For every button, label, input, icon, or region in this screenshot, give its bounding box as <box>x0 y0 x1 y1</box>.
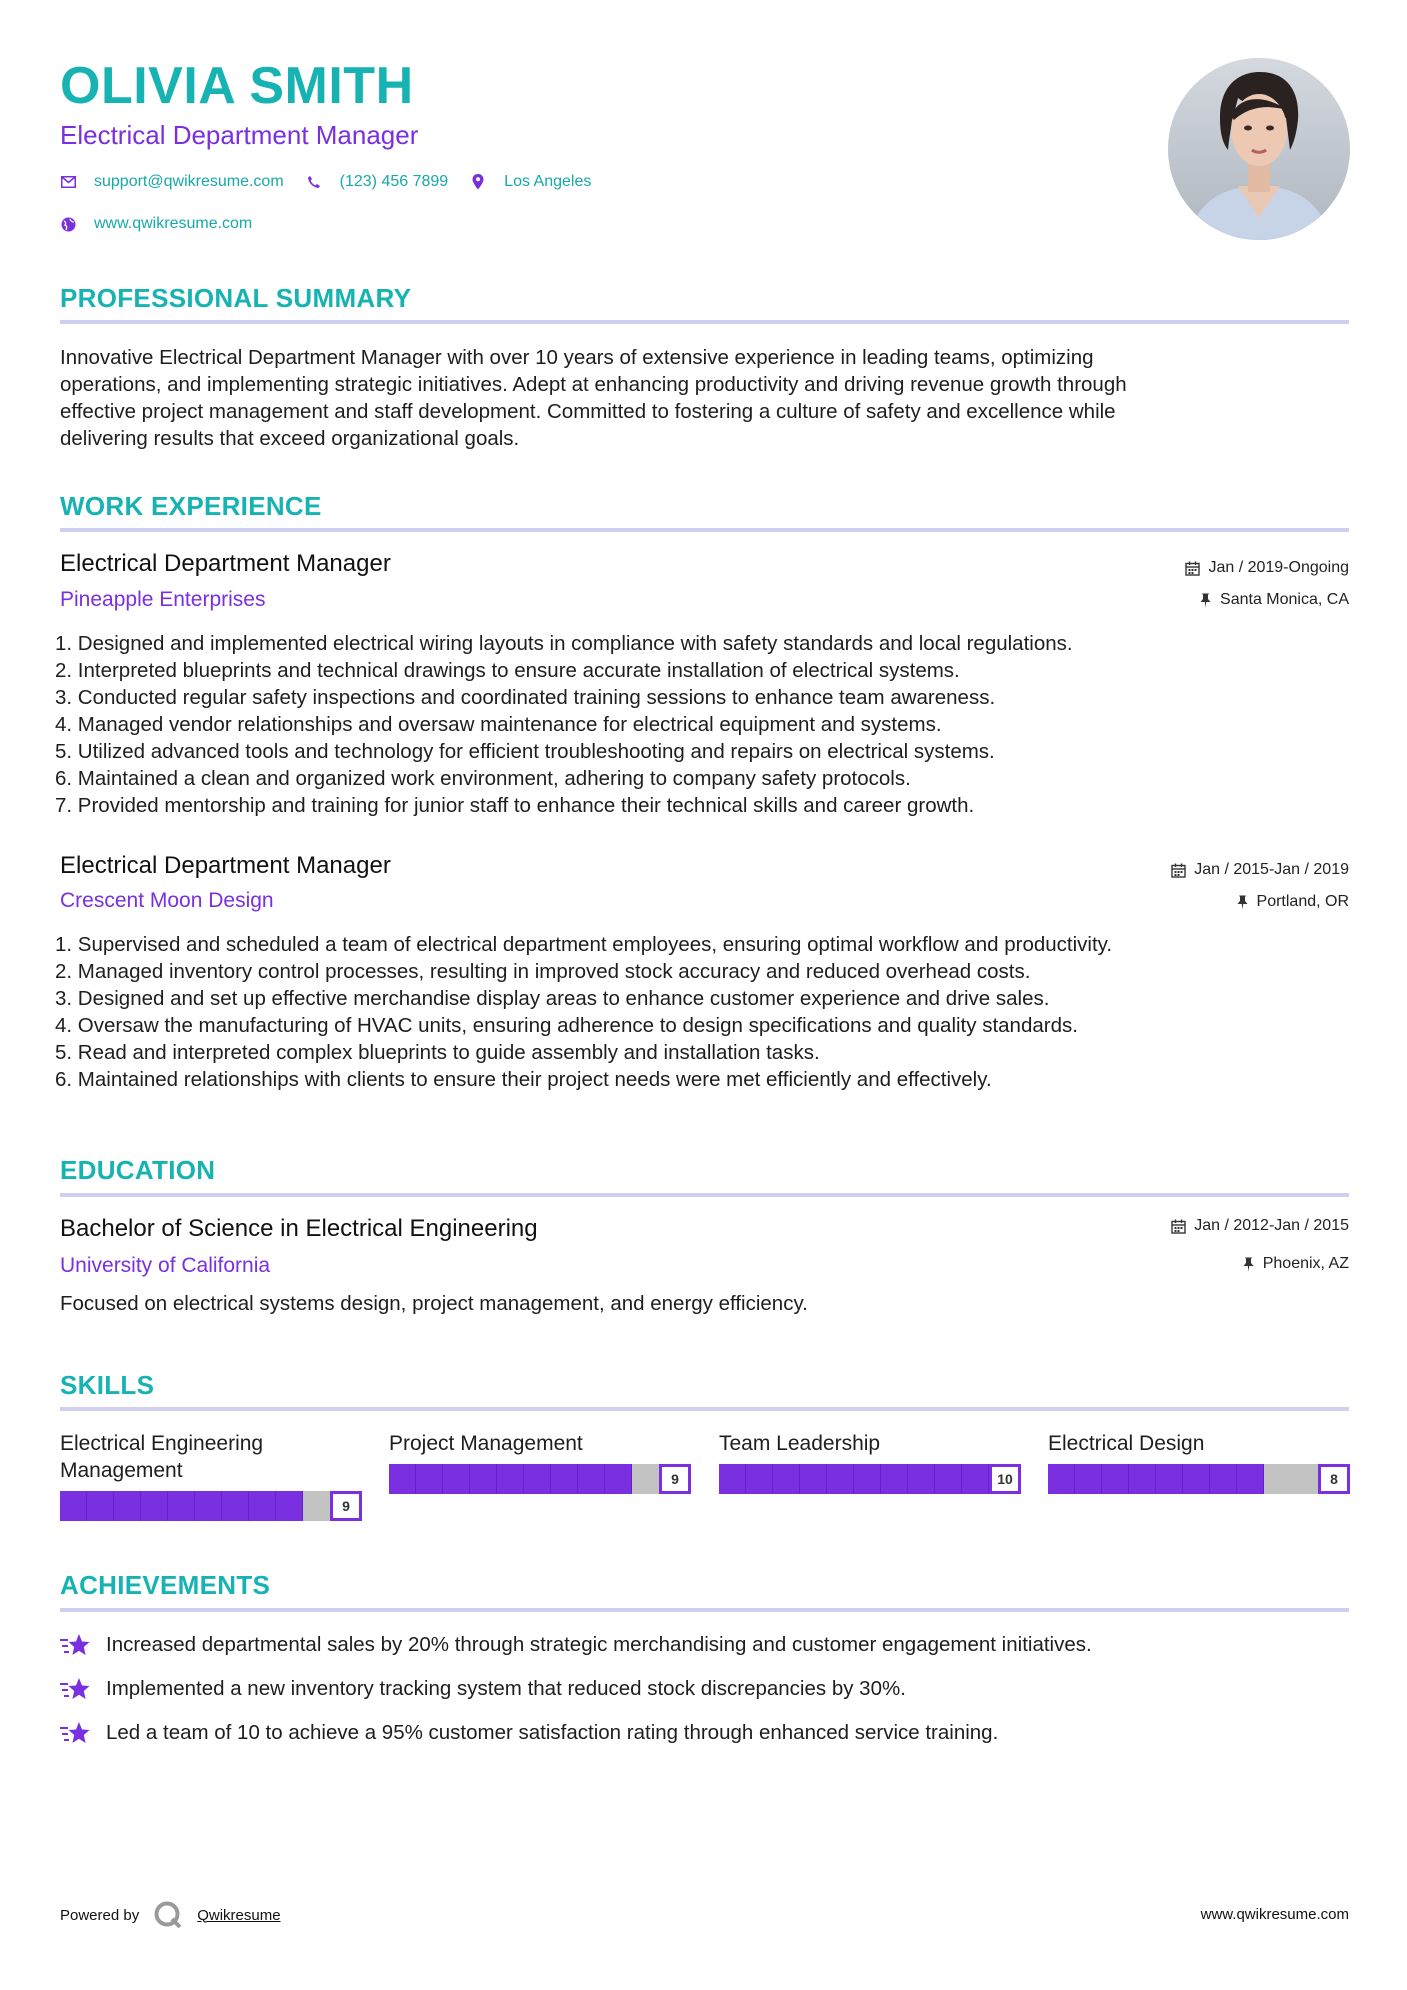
star-icon <box>60 1676 90 1702</box>
achievement-item <box>60 1632 1092 1658</box>
footer-website[interactable]: www.qwikresume.com <box>1200 1906 1349 1923</box>
job-date-text: Jan / 2019-Ongoing <box>1208 559 1349 576</box>
education-heading: EDUCATION <box>60 1155 216 1185</box>
candidate-name: OLIVIA SMITH <box>60 57 414 115</box>
list-item: 2. Interpreted blueprints and technical drawings to ensure accurate installation of electrical systems. <box>55 659 960 682</box>
footer-powered-by <box>60 1900 281 1930</box>
skill-segment <box>1102 1464 1129 1494</box>
list-item: 7. Provided mentorship and training for junior staff to enhance their technical skills and career growth. <box>55 794 975 817</box>
skill-item <box>60 1430 362 1521</box>
skill-segment <box>935 1464 962 1494</box>
skill-score: 10 <box>989 1464 1021 1494</box>
skill-item <box>719 1430 1021 1494</box>
skill-segment <box>908 1464 935 1494</box>
list-item: 3. Designed and set up effective merchandise display areas to enhance customer experience and drive sales. <box>55 987 1050 1010</box>
skill-segment <box>1210 1464 1237 1494</box>
skill-segment <box>389 1464 416 1494</box>
job-bullets <box>55 630 1355 819</box>
skill-segment <box>195 1491 222 1521</box>
education-divider <box>60 1193 1349 1197</box>
job-company: Crescent Moon Design <box>60 889 274 912</box>
skill-track <box>60 1491 330 1521</box>
achievement-item <box>60 1720 998 1746</box>
skill-bar <box>60 1491 362 1521</box>
skill-segment <box>800 1464 827 1494</box>
contact-email[interactable] <box>60 173 284 191</box>
list-item: 6. Maintained relationships with clients to ensure their project needs were met efficiently and effectively. <box>55 1068 992 1091</box>
skill-bar <box>1048 1464 1350 1494</box>
skill-segment <box>962 1464 989 1494</box>
location-text: Los Angeles <box>504 173 592 190</box>
skill-segment <box>1048 1464 1075 1494</box>
skill-segment <box>773 1464 800 1494</box>
experience-divider <box>60 528 1349 532</box>
skill-segment <box>1183 1464 1210 1494</box>
skill-item <box>1048 1430 1350 1494</box>
email-text: support@qwikresume.com <box>94 173 284 190</box>
skill-segment <box>114 1491 141 1521</box>
phone-text: (123) 456 7899 <box>339 173 449 190</box>
contact-phone[interactable] <box>306 173 449 191</box>
pushpin-icon <box>1242 1257 1255 1272</box>
skill-segment <box>578 1464 605 1494</box>
skill-name: Team Leadership <box>719 1432 881 1455</box>
contact-location <box>470 173 591 191</box>
profile-photo <box>1168 58 1350 240</box>
job-location <box>1236 893 1349 911</box>
list-item: 2. Managed inventory control processes, resulting in improved stock accuracy and reduced overhead costs. <box>55 960 1031 983</box>
skill-segment <box>470 1464 497 1494</box>
skill-item <box>389 1430 691 1494</box>
job-company: Pineapple Enterprises <box>60 588 266 611</box>
list-item: 4. Managed vendor relationships and oversaw maintenance for electrical equipment and systems. <box>55 713 942 736</box>
skill-track <box>1048 1464 1318 1494</box>
star-icon <box>60 1720 90 1746</box>
job-location-text: Portland, OR <box>1256 893 1349 910</box>
job-bullets <box>55 931 1355 1093</box>
skill-score: 9 <box>330 1491 362 1521</box>
summary-line: Innovative Electrical Department Manager with over 10 years of extensive experience in leading teams, optimizing <box>60 346 1094 369</box>
job-location <box>1199 591 1349 609</box>
skill-fill <box>1048 1464 1264 1494</box>
website-text: www.qwikresume.com <box>94 215 253 232</box>
contact-row-2 <box>60 215 274 233</box>
education-location <box>1242 1255 1349 1273</box>
skill-bar <box>389 1464 691 1494</box>
job-title: Electrical Department Manager <box>60 550 391 577</box>
pushpin-icon <box>1199 593 1212 608</box>
skill-segment <box>1129 1464 1156 1494</box>
contact-website[interactable] <box>60 215 252 233</box>
job-title: Electrical Department Manager <box>60 852 391 879</box>
qwikresume-logo-icon <box>153 1900 183 1930</box>
summary-line: operations, and implementing strategic initiatives. Adept at enhancing productivity and driving revenue growth through <box>60 373 1127 396</box>
skill-segment <box>168 1491 195 1521</box>
summary-line: effective project management and staff development. Committed to fostering a culture of safety and excellence while <box>60 400 1116 423</box>
achievements-divider <box>60 1608 1349 1612</box>
skill-track <box>389 1464 659 1494</box>
skill-segment <box>60 1491 87 1521</box>
skill-segment <box>87 1491 114 1521</box>
job-location-text: Santa Monica, CA <box>1220 591 1349 608</box>
skill-segment <box>222 1491 249 1521</box>
achievement-text: Implemented a new inventory tracking system that reduced stock discrepancies by 30%. <box>106 1677 906 1700</box>
skill-track <box>719 1464 989 1494</box>
skill-score: 8 <box>1318 1464 1350 1494</box>
summary-divider <box>60 320 1349 324</box>
calendar-icon <box>1185 561 1200 576</box>
skills-divider <box>60 1407 1349 1411</box>
skill-segment <box>497 1464 524 1494</box>
education-location-text: Phoenix, AZ <box>1262 1255 1349 1272</box>
skill-fill <box>719 1464 989 1494</box>
skill-segment <box>827 1464 854 1494</box>
degree-title: Bachelor of Science in Electrical Engineering <box>60 1215 538 1242</box>
achievement-text: Increased departmental sales by 20% through strategic merchandising and customer engagement initiatives. <box>106 1633 1092 1656</box>
achievements-heading: ACHIEVEMENTS <box>60 1570 271 1600</box>
summary-line: delivering results that exceed organizational goals. <box>60 427 520 450</box>
job-date <box>1171 861 1349 879</box>
skill-segment <box>1075 1464 1102 1494</box>
powered-by-text: Powered by <box>60 1906 140 1924</box>
summary-text <box>60 344 1349 452</box>
list-item: 5. Utilized advanced tools and technology for efficient troubleshooting and repairs on electrical systems. <box>55 740 995 763</box>
skills-heading: SKILLS <box>60 1370 155 1400</box>
skill-segment <box>881 1464 908 1494</box>
skill-segment <box>551 1464 578 1494</box>
map-pin-icon <box>470 174 486 190</box>
skill-segment <box>249 1491 276 1521</box>
job-date-text: Jan / 2015-Jan / 2019 <box>1194 861 1349 878</box>
skill-segment <box>443 1464 470 1494</box>
achievement-text: Led a team of 10 to achieve a 95% customer satisfaction rating through enhanced service training. <box>106 1721 999 1744</box>
skill-name: Electrical Engineering Management <box>60 1432 264 1482</box>
education-date-text: Jan / 2012-Jan / 2015 <box>1194 1217 1349 1234</box>
pushpin-icon <box>1236 895 1249 910</box>
list-item: 4. Oversaw the manufacturing of HVAC units, ensuring adherence to design specifications and quality standards. <box>55 1014 1078 1037</box>
skill-score: 9 <box>659 1464 691 1494</box>
skill-segment <box>141 1491 168 1521</box>
candidate-role: Electrical Department Manager <box>60 120 419 150</box>
education-description: Focused on electrical systems design, project management, and energy efficiency. <box>60 1292 808 1315</box>
skill-fill <box>60 1491 303 1521</box>
contact-row-1 <box>60 173 613 191</box>
skill-segment <box>854 1464 881 1494</box>
skill-segment <box>524 1464 551 1494</box>
phone-icon <box>306 174 322 190</box>
education-date <box>1171 1217 1349 1235</box>
calendar-icon <box>1171 863 1186 878</box>
achievement-item <box>60 1676 906 1702</box>
calendar-icon <box>1171 1219 1186 1234</box>
skill-segment <box>605 1464 632 1494</box>
star-icon <box>60 1632 90 1658</box>
job-date <box>1185 559 1349 577</box>
envelope-icon <box>60 174 76 190</box>
skill-segment <box>416 1464 443 1494</box>
summary-heading: PROFESSIONAL SUMMARY <box>60 283 412 313</box>
experience-heading: WORK EXPERIENCE <box>60 491 322 521</box>
skill-name: Electrical Design <box>1048 1432 1205 1455</box>
globe-icon <box>60 216 76 232</box>
brand-link[interactable]: Qwikresume <box>197 1906 281 1924</box>
skill-bar <box>719 1464 1021 1494</box>
skill-segment <box>1237 1464 1264 1494</box>
skill-fill <box>389 1464 632 1494</box>
list-item: 1. Supervised and scheduled a team of electrical department employees, ensuring optimal workflow and productivity. <box>55 933 1113 956</box>
skill-name: Project Management <box>389 1432 583 1455</box>
skill-segment <box>276 1491 303 1521</box>
list-item: 5. Read and interpreted complex blueprints to guide assembly and installation tasks. <box>55 1041 820 1064</box>
skill-segment <box>746 1464 773 1494</box>
list-item: 6. Maintained a clean and organized work environment, adhering to company safety protocols. <box>55 767 911 790</box>
skill-segment <box>719 1464 746 1494</box>
skill-segment <box>1156 1464 1183 1494</box>
list-item: 1. Designed and implemented electrical wiring layouts in compliance with safety standards and local regulations. <box>55 632 1073 655</box>
school-name: University of California <box>60 1254 271 1277</box>
list-item: 3. Conducted regular safety inspections and coordinated training sessions to enhance team awareness. <box>55 686 996 709</box>
